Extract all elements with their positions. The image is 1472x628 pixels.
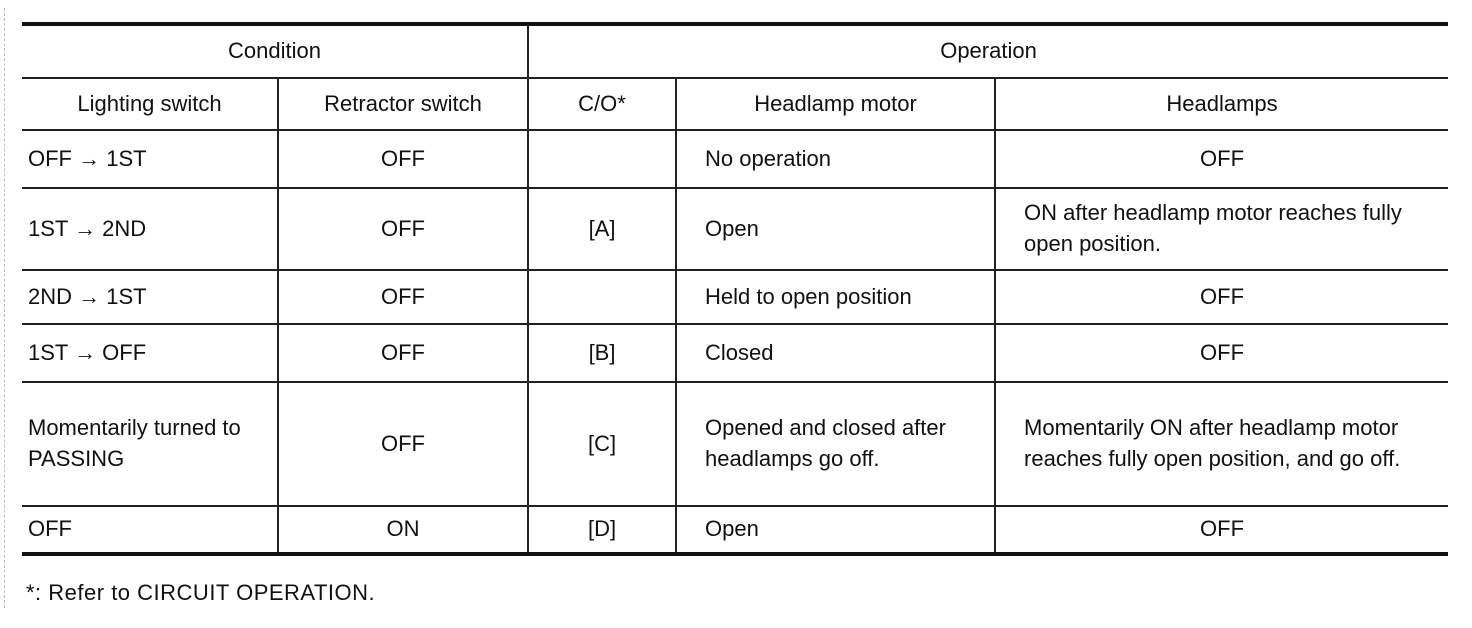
cell-co: [A] [528, 188, 676, 270]
cell-lighting-switch: 1ST → 2ND [22, 188, 278, 270]
cell-retractor-switch: OFF [278, 270, 528, 324]
cell-headlamp-motor: No operation [676, 130, 995, 188]
cell-retractor-switch: OFF [278, 324, 528, 382]
cell-headlamp-motor: Open [676, 506, 995, 554]
cell-co [528, 270, 676, 324]
cell-co [528, 130, 676, 188]
table-row [22, 506, 1448, 554]
page-edge-mark [4, 8, 5, 608]
cell-headlamp-motor: Closed [676, 324, 995, 382]
header-lighting-switch: Lighting switch [22, 78, 278, 130]
cell-lighting-switch: 2ND → 1ST [22, 270, 278, 324]
footnote: *: Refer to CIRCUIT OPERATION. [26, 580, 376, 605]
cell-headlamps: OFF [995, 130, 1448, 188]
header-condition: Condition [22, 24, 528, 78]
header-headlamp-motor: Headlamp motor [676, 78, 995, 130]
cell-headlamps: OFF [995, 270, 1448, 324]
cell-retractor-switch: ON [278, 506, 528, 554]
table-row [22, 130, 1448, 188]
cell-retractor-switch: OFF [278, 188, 528, 270]
header-row-groups [22, 24, 1448, 78]
cell-lighting-switch: OFF [22, 506, 278, 554]
headlamp-operation-table [22, 22, 1448, 556]
cell-headlamps: ON after headlamp motor reaches fully open position. [995, 188, 1448, 270]
cell-headlamps: OFF [995, 324, 1448, 382]
table-row [22, 382, 1448, 506]
header-co: C/O* [528, 78, 676, 130]
cell-retractor-switch: OFF [278, 130, 528, 188]
cell-headlamp-motor: Opened and closed after headlamps go off. [676, 382, 995, 506]
header-headlamps: Headlamps [995, 78, 1448, 130]
table-row [22, 188, 1448, 270]
cell-headlamp-motor: Held to open position [676, 270, 995, 324]
cell-headlamps: OFF [995, 506, 1448, 554]
header-operation: Operation [528, 24, 1448, 78]
cell-lighting-switch: OFF → 1ST [22, 130, 278, 188]
cell-co: [D] [528, 506, 676, 554]
cell-co: [C] [528, 382, 676, 506]
cell-co: [B] [528, 324, 676, 382]
cell-headlamp-motor: Open [676, 188, 995, 270]
cell-headlamps: Momentarily ON after headlamp motor reaches fully open position, and go off. [995, 382, 1448, 506]
cell-lighting-switch: 1ST → OFF [22, 324, 278, 382]
header-row-columns [22, 78, 1448, 130]
table-row [22, 324, 1448, 382]
cell-lighting-switch: Momentarily turned to PASSING [22, 382, 278, 506]
table-row [22, 270, 1448, 324]
cell-retractor-switch: OFF [278, 382, 528, 506]
header-retractor-switch: Retractor switch [278, 78, 528, 130]
